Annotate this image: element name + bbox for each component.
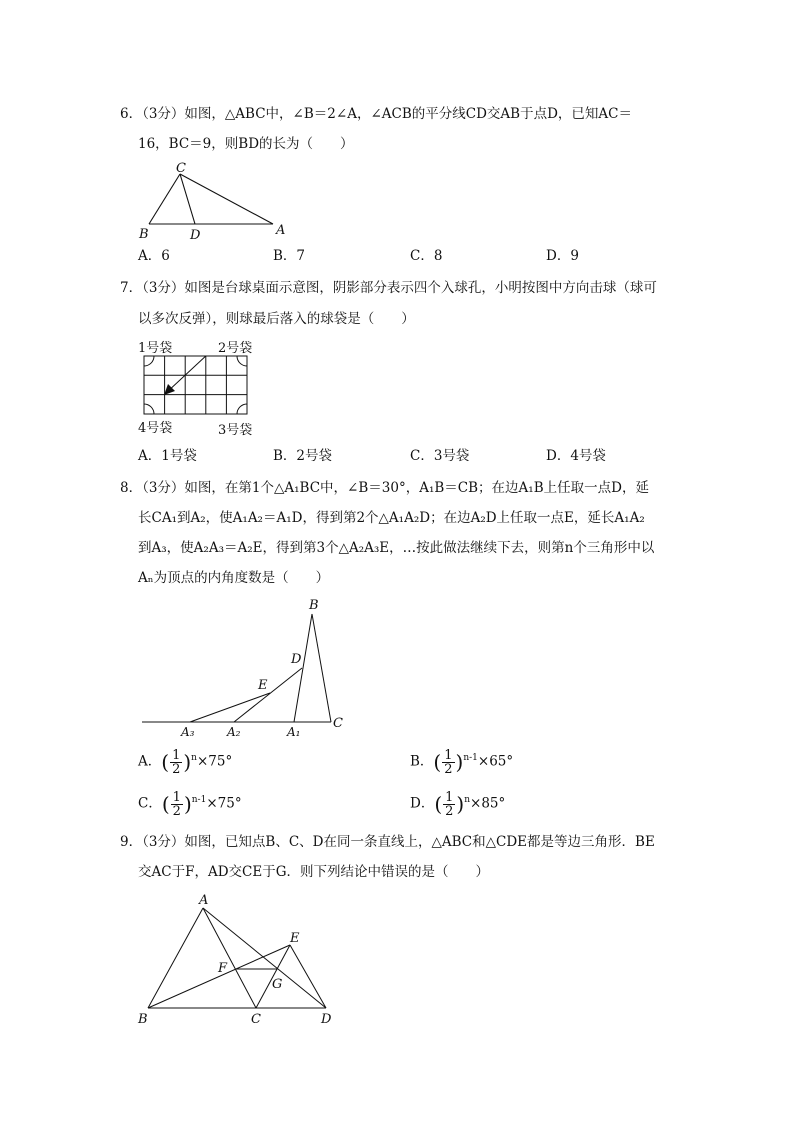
q7-option-b[interactable]: B．2号袋 xyxy=(273,448,333,464)
q8-option-a[interactable]: A．( $\frac{1}{2}$ )$^n$×75° xyxy=(138,747,233,777)
q7-text-line2: 以多次反弹），则球最后落入的球袋是（ ） xyxy=(138,311,415,327)
q9-label-D: D xyxy=(321,1012,332,1027)
q8-text-line2: 长CA₁到A₂，使A₁A₂＝A₁D，得到第2个△A₁A₂D；在边A₂D上任取一点E，延长A₁A₂ xyxy=(138,510,645,526)
q6-label-C: C xyxy=(176,161,186,176)
q9-text-line1: 9．（3分）如图，已知点B、C、D在同一条直线上，△ABC和△CDE都是等边三角形．BE xyxy=(120,834,655,850)
q9-text-line2: 交AC于F，AD交CE于G．则下列结论中错误的是（ ） xyxy=(138,864,489,880)
q8-text-line3: 到A₃，使A₂A₃＝A₂E，得到第3个△A₂A₃E，…按此做法继续下去，则第n个三角形中以 xyxy=(138,540,655,556)
q8-text-line4: Aₙ为顶点的内角度数是（ ） xyxy=(138,570,330,586)
q8-option-c-tail: ×75° xyxy=(206,795,242,812)
q7-label-bag1: 1号袋 xyxy=(138,341,173,356)
q8-option-b-exp: n-1 xyxy=(463,753,478,763)
q6-label-A: A xyxy=(276,223,286,238)
q8-option-b-label: B． xyxy=(410,753,434,770)
q8-option-d-tail: ×85° xyxy=(470,795,506,812)
q7-option-d[interactable]: D．4号袋 xyxy=(546,448,606,464)
q6-label-B: B xyxy=(139,227,149,242)
q6-option-c[interactable]: C．8 xyxy=(410,248,443,264)
q8-option-a-label: A． xyxy=(138,753,162,770)
q6-label-D: D xyxy=(190,228,201,243)
q6-option-b[interactable]: B．7 xyxy=(273,248,306,264)
q8-label-E: E xyxy=(258,678,268,693)
q8-option-a-exp: n xyxy=(191,753,197,763)
q8-option-b-tail: ×65° xyxy=(477,753,514,770)
q8-text-line1: 8．（3分）如图，在第1个△A₁BC中，∠B＝30°，A₁B＝CB；在边A₁B上任取一点D，延 xyxy=(120,480,649,496)
q8-option-a-tail: ×75° xyxy=(196,753,233,770)
q7-option-a[interactable]: A．1号袋 xyxy=(138,448,197,464)
q6-text-line2: 16，BC＝9，则BD的长为（ ） xyxy=(138,136,354,152)
q8-option-d-fraction: $\frac{1}{2}$ xyxy=(445,789,454,819)
q8-label-B: B xyxy=(309,598,319,613)
q7-text-line1: 7．（3分）如图是台球桌面示意图，阴影部分表示四个入球孔，小明按图中方向击球（球可 xyxy=(120,280,657,296)
q8-option-c-exp: n-1 xyxy=(191,795,207,805)
q8-option-d-exp: n xyxy=(464,795,471,805)
q8-label-A2: A₂ xyxy=(227,725,241,739)
q6-text-line1: 6．（3分）如图，△ABC中，∠B＝2∠A，∠ACB的平分线CD交AB于点D，已知AC＝ xyxy=(120,106,632,122)
q8-label-A1: A₁ xyxy=(287,725,301,739)
q9-label-E: E xyxy=(290,931,300,946)
q9-label-B: B xyxy=(138,1012,148,1027)
q7-label-bag2: 2号袋 xyxy=(218,341,253,356)
q9-label-A: A xyxy=(199,893,209,908)
q8-option-d[interactable]: D．( $\frac{1}{2}$ )$^n$×85° xyxy=(410,789,506,819)
q6-option-d[interactable]: D．9 xyxy=(546,248,579,264)
q7-label-bag3: 3号袋 xyxy=(218,423,253,438)
q8-label-C: C xyxy=(333,716,343,731)
q9-label-C: C xyxy=(251,1012,261,1027)
q9-label-G: G xyxy=(272,977,283,992)
q6-option-a[interactable]: A．6 xyxy=(138,248,170,264)
q8-option-c[interactable]: C．( $\frac{1}{2}$ )$^{n-1}$×75° xyxy=(138,789,242,819)
q8-option-d-label: D． xyxy=(410,795,435,812)
q8-option-b[interactable]: B．( $\frac{1}{2}$ )$^{n-1}$×65° xyxy=(410,747,514,777)
q7-label-bag4: 4号袋 xyxy=(138,421,173,436)
q8-label-A3: A₃ xyxy=(181,725,195,739)
q8-option-a-fraction: $\frac{1}{2}$ xyxy=(172,747,181,777)
q8-label-D: D xyxy=(291,652,302,667)
q8-option-c-label: C． xyxy=(138,795,162,812)
q8-option-b-fraction: $\frac{1}{2}$ xyxy=(444,747,453,777)
q7-option-c[interactable]: C．3号袋 xyxy=(410,448,470,464)
q9-label-F: F xyxy=(218,961,228,976)
q8-option-c-fraction: $\frac{1}{2}$ xyxy=(172,789,181,819)
